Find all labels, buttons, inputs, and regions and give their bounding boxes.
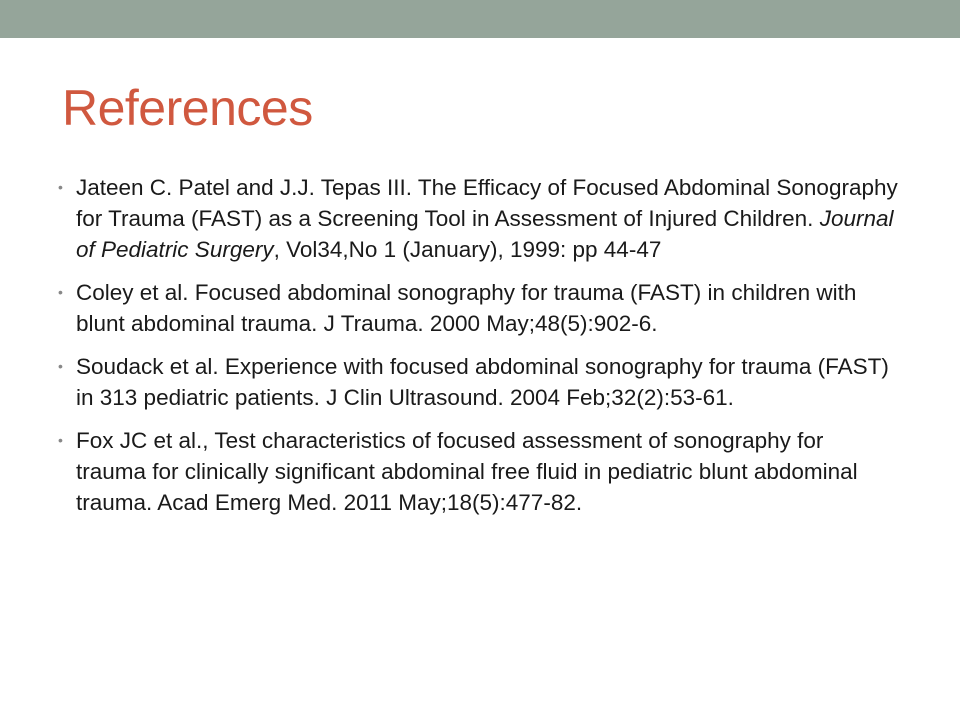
bullet-icon: • bbox=[58, 284, 63, 300]
reference-item bbox=[58, 277, 898, 339]
reference-text bbox=[76, 280, 856, 336]
bullet-icon: • bbox=[58, 358, 63, 374]
reference-text-part: Fox JC et al., Test characteristics of focused assessment of sonography for trauma for clinically significant abdominal free fluid in pediatric blunt abdominal trauma. Acad Emerg Med. 2011 May;18(5):477-82. bbox=[76, 428, 858, 515]
reference-text bbox=[76, 354, 889, 410]
reference-text-part: Coley et al. Focused abdominal sonography for trauma (FAST) in children with blunt abdominal trauma. J Trauma. 2000 May;48(5):902-6. bbox=[76, 280, 857, 336]
slide-title: References bbox=[62, 80, 313, 136]
reference-text bbox=[76, 175, 898, 262]
top-accent-band bbox=[0, 0, 960, 38]
reference-list bbox=[58, 172, 898, 530]
reference-journal-italic: Journal of Pediatric Surgery bbox=[76, 206, 894, 262]
reference-text-part: Jateen C. Patel and J.J. Tepas III. The Efficacy of Focused Abdominal Sonography for Trauma (FAST) as a Screening Tool in Assessment of Injured Children. bbox=[76, 175, 898, 231]
bullet-icon: • bbox=[58, 179, 63, 195]
reference-text bbox=[76, 428, 858, 515]
reference-item bbox=[58, 172, 898, 265]
bullet-icon: • bbox=[58, 432, 63, 448]
reference-text-part: , Vol34,No 1 (January), 1999: pp 44-47 bbox=[273, 237, 662, 262]
reference-item bbox=[58, 351, 898, 413]
reference-text-part: Soudack et al. Experience with focused abdominal sonography for trauma (FAST) in 313 pediatric patients. J Clin Ultrasound. 2004 Feb;32(2):53-61. bbox=[76, 354, 889, 410]
reference-item bbox=[58, 425, 898, 518]
